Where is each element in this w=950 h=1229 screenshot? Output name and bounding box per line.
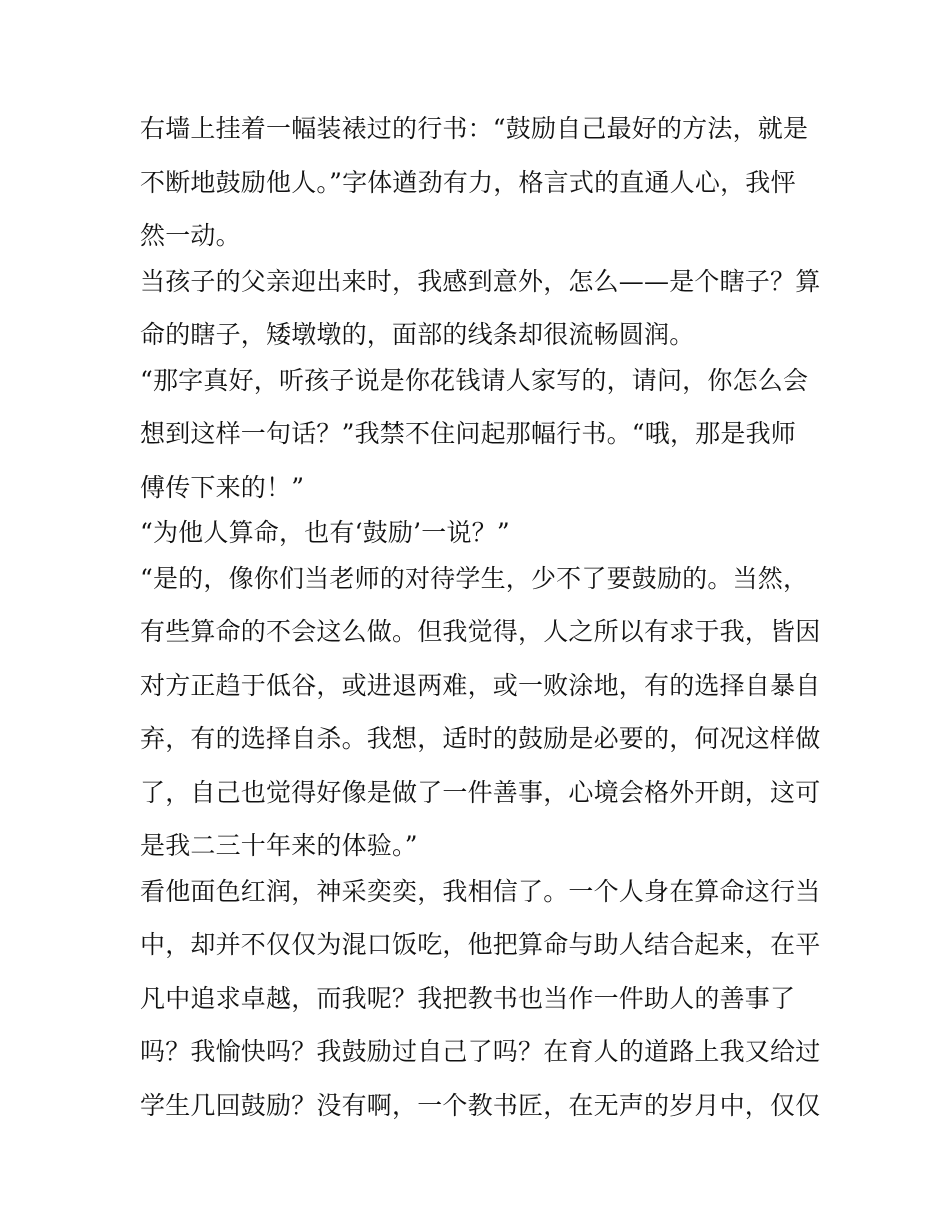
text-line: 当孩子的父亲迎出来时，我感到意外，怎么——是个瞎子？算 <box>140 266 821 296</box>
text-line: 命的瞎子，矮墩墩的，面部的线条却很流畅圆润。 <box>140 320 695 349</box>
text-line: 对方正趋于低谷，或进退两难，或一败涂地，有的选择自暴自 <box>140 670 821 700</box>
text-line: 学生几回鼓励？没有啊，一个教书匠，在无声的岁月中，仅仅 <box>140 1090 821 1120</box>
text-line: 右墙上挂着一幅装裱过的行书：“鼓励自己最好的方法，就是 <box>140 114 809 143</box>
text-line: 吗？我愉快吗？我鼓励过自己了吗？在育人的道路上我又给过 <box>140 1037 821 1066</box>
text-line: 看他面色红润，神采奕奕，我相信了。一个人身在算命这行当 <box>140 876 821 906</box>
text-line: 然一动。 <box>140 221 241 250</box>
text-line: 弃，有的选择自杀。我想，适时的鼓励是必要的，何况这样做 <box>140 724 821 753</box>
text-line: 凡中追求卓越，而我呢？我把教书也当作一件助人的善事了 <box>140 983 796 1013</box>
text-line: 不断地鼓励他人。”字体遒劲有力，格言式的直通人心，我怦 <box>140 167 796 197</box>
text-line: “为他人算命，也有‘鼓励’一说？” <box>140 518 510 547</box>
text-line: 傅传下来的！” <box>140 472 305 502</box>
text-line: 有些算命的不会这么做。但我觉得，人之所以有求于我，皆因 <box>140 617 821 646</box>
text-line: 了，自己也觉得好像是做了一件善事，心境会格外开朗，这可 <box>140 777 821 807</box>
text-line: 是我二三十年来的体验。” <box>140 831 418 860</box>
text-line: 中，却并不仅仅为混口饭吃，他把算命与助人结合起来，在平 <box>140 930 821 959</box>
text-line: “是的，像你们当老师的对待学生，少不了要鼓励的。当然， <box>140 563 809 593</box>
text-line: 想到这样一句话？”我禁不住问起那幅行书。“哦，那是我师 <box>140 419 796 448</box>
body-text <box>140 110 820 1125</box>
text-line: “那字真好，听孩子说是你花钱请人家写的，请问，你怎么会 <box>140 365 809 395</box>
